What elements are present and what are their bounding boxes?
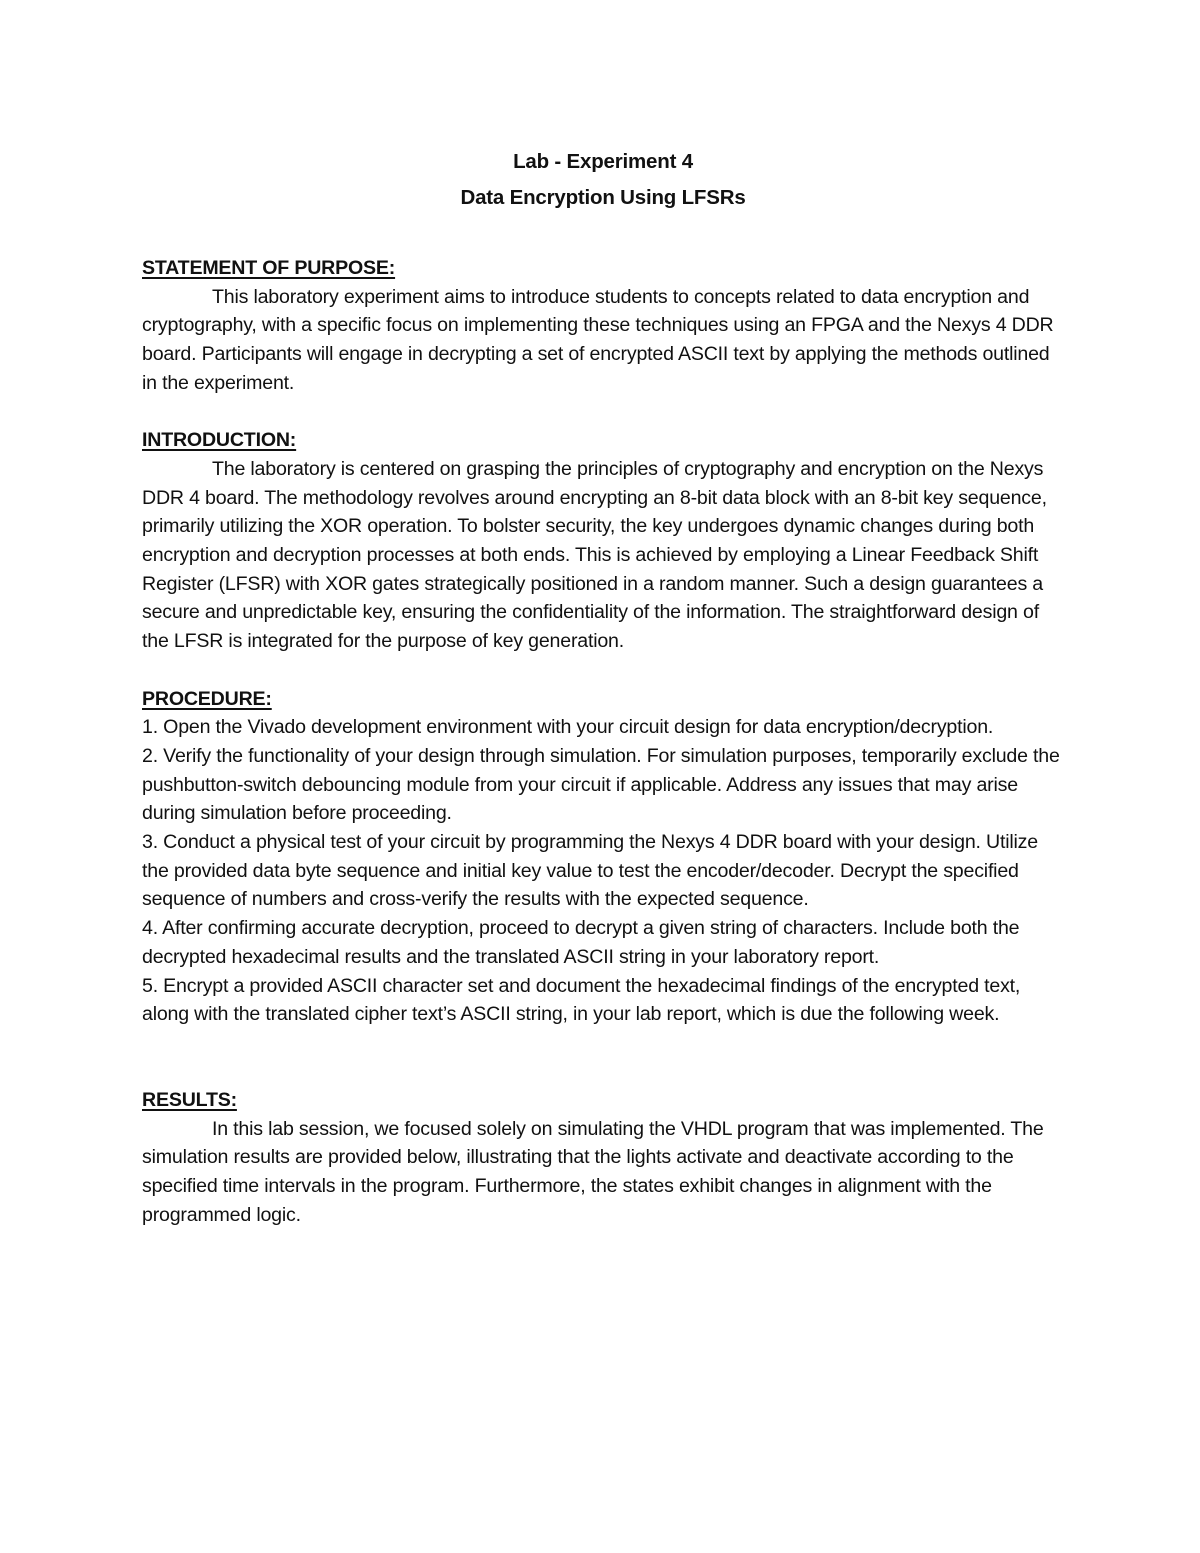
section-purpose [142,254,1064,398]
procedure-step: 1. Open the Vivado development environment with your circuit design for data encryption/decryption. [142,716,994,739]
introduction-body: The laboratory is centered on grasping the principles of cryptography and encryption on the Nexys DDR 4 board. The methodology revolves around encrypting an 8-bit data block with an 8-bit key sequence, primarily utilizing the XOR operation. To bolster security, the key undergoes dynamic changes during both encryption and decryption processes at both ends. This is achieved by employing a Linear Feedback Shift Register (LFSR) with XOR gates strategically positioned in a random manner. Such a design guarantees a secure and unpredictable key, ensuring the confidentiality of the information. The straightforward design of the LFSR is integrated for the purpose of key generation. [142,457,1047,653]
procedure-step: 5. Encrypt a provided ASCII character set and document the hexadecimal findings of the encrypted text, along with the translated cipher text’s ASCII string, in your lab report, which is due the following week. [142,974,1021,1026]
spacer [142,1029,1064,1086]
spacer [142,656,1064,685]
introduction-heading: INTRODUCTION: [142,429,297,452]
results-heading: RESULTS: [142,1088,237,1111]
procedure-step: 4. After confirming accurate decryption, proceed to decrypt a given string of characters. Include both the decrypted hexadecimal results and the translated ASCII string in your laboratory report. [142,917,1020,968]
title-block [142,144,1064,216]
document-subtitle: Data Encryption Using LFSRs [460,186,746,209]
purpose-body: This laboratory experiment aims to introduce students to concepts related to data encryption and cryptography, with a specific focus on implementing these techniques using an FPGA and the Nexys 4 DDR board. Participants will engage in decrypting a set of encrypted ASCII text by applying the methods outlined in the experiment. [142,285,1054,394]
procedure-heading: PROCEDURE: [142,687,272,710]
procedure-step: 3. Conduct a physical test of your circuit by programming the Nexys 4 DDR board with your design. Utilize the provided data byte sequence and initial key value to test the encoder/decoder. Decrypt the specified sequence of numbers and cross-verify the results with the expected sequence. [142,831,1038,911]
spacer [142,398,1064,427]
spacer [142,216,1064,254]
procedure-step: 2. Verify the functionality of your design through simulation. For simulation purposes, temporarily exclude the pushbutton-switch debouncing module from your circuit if applicable. Address any issues that may arise during simulation before proceeding. [142,744,1060,825]
document-title: Lab - Experiment 4 [513,150,693,173]
purpose-heading: STATEMENT OF PURPOSE: [142,257,396,279]
results-body: In this lab session, we focused solely on simulating the VHDL program that was implemented. The simulation results are provided below, illustrating that the lights activate and deactivate according to the specified time intervals in the program. Furthermore, the states exhibit changes in alignment with the programmed logic. [142,1117,1044,1226]
section-results [142,1086,1064,1230]
section-procedure [142,685,1064,1029]
section-introduction [142,426,1064,656]
document-content [142,140,1064,1229]
